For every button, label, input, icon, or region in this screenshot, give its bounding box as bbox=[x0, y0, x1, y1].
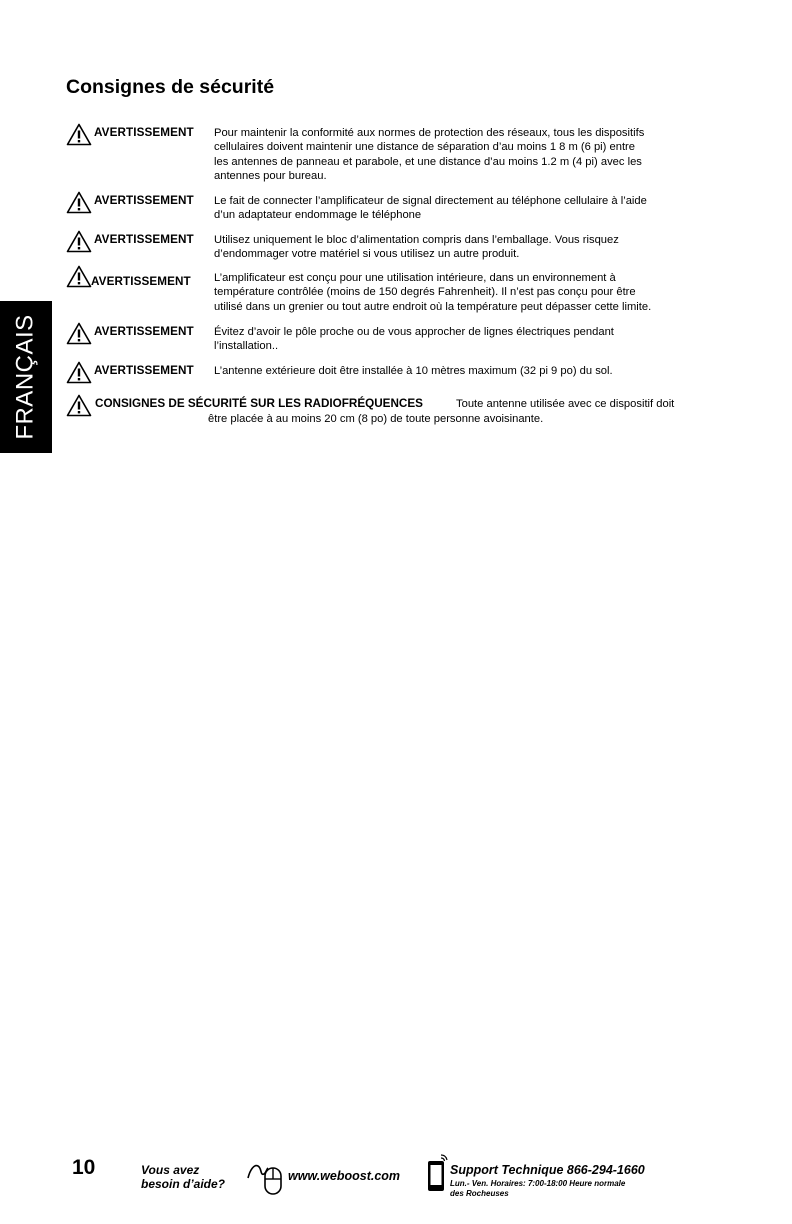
warning-label: AVERTISSEMENT bbox=[94, 126, 194, 139]
warning-text-line: l’installation.. bbox=[214, 340, 279, 353]
warning-text bbox=[214, 233, 706, 262]
language-label: FRANÇAIS bbox=[12, 314, 40, 440]
warning-text-line: L’antenne extérieure doit être installée à 10 mètres maximum (32 pi 9 po) du sol. bbox=[214, 365, 613, 377]
warning-text-line: Pour maintenir la conformité aux normes de protection des réseaux, tous les dispositifs bbox=[214, 127, 645, 139]
help-line: besoin d’aide? bbox=[141, 1177, 226, 1191]
page-title: Consignes de sécurité bbox=[66, 76, 275, 98]
warning-triangle-icon bbox=[66, 322, 92, 345]
help-line: Vous avez bbox=[141, 1163, 200, 1177]
warning-label: AVERTISSEMENT bbox=[94, 325, 194, 338]
warning-text-line: L’amplificateur est conçu pour une utilisation intérieure, dans un environnement à bbox=[214, 272, 616, 284]
warning-text-line: les antennes de panneau et parabole, et une distance d’au moins 1.2 m (4 pi) avec les bbox=[214, 155, 642, 168]
warning-label: AVERTISSEMENT bbox=[94, 233, 194, 246]
warning-text-line: Utilisez uniquement le bloc d’alimentation compris dans l’emballage. Vous risquez bbox=[214, 234, 619, 246]
support-hours bbox=[450, 1179, 625, 1199]
warning-text-line: d’un adaptateur endommage le téléphone bbox=[214, 209, 422, 222]
mouse-icon bbox=[246, 1156, 284, 1196]
rf-label: CONSIGNES DE SÉCURITÉ SUR LES RADIOFRÉQUENCES bbox=[95, 397, 423, 410]
warning-triangle-icon bbox=[66, 123, 92, 146]
warning-text bbox=[214, 364, 706, 378]
warning-label: AVERTISSEMENT bbox=[94, 364, 194, 377]
rf-text-line: Toute antenne utilisée avec ce dispositif doit bbox=[456, 398, 675, 410]
warning-text-line: Évitez d’avoir le pôle proche ou de vous approcher de lignes électriques pendant bbox=[214, 326, 614, 338]
warning-triangle-icon bbox=[66, 361, 92, 384]
warning-label: AVERTISSEMENT bbox=[94, 194, 194, 207]
hours-line: des Rocheuses bbox=[450, 1189, 509, 1198]
warning-text bbox=[214, 271, 706, 314]
warning-text bbox=[214, 325, 706, 354]
warning-text-line: antennes pour bureau. bbox=[214, 169, 327, 182]
page-number: 10 bbox=[72, 1156, 96, 1179]
warning-triangle-icon bbox=[66, 265, 92, 288]
website-link[interactable]: www.weboost.com bbox=[288, 1169, 401, 1183]
help-prompt bbox=[141, 1163, 225, 1191]
warning-text-line: cellulaires doivent maintenir une distance de séparation d’au moins 1 8 m (6 pi) entre bbox=[214, 141, 636, 154]
warning-text bbox=[214, 126, 706, 183]
warning-text-line: d’endommager votre matériel si vous utilisez un autre produit. bbox=[214, 248, 520, 261]
warning-text-line: utilisé dans un grenier ou tout autre endroit où la température peut dépasser cette limite. bbox=[214, 300, 652, 313]
phone-icon bbox=[426, 1153, 448, 1193]
warning-text bbox=[214, 194, 706, 223]
hours-line: Lun.- Ven. Horaires: 7:00-18:00 Heure normale bbox=[450, 1179, 626, 1188]
warning-triangle-icon bbox=[66, 191, 92, 214]
footer bbox=[0, 1150, 792, 1210]
warning-text-line: Le fait de connecter l’amplificateur de signal directement au téléphone cellulaire à l’aide bbox=[214, 195, 647, 207]
support-phone: Support Technique 866-294-1660 bbox=[450, 1163, 645, 1177]
warning-triangle-icon bbox=[66, 230, 92, 253]
warning-text-line: température contrôlée (moins de 150 degrés Fahrenheit). Il n’est pas conçu pour être bbox=[214, 286, 636, 299]
warning-label: AVERTISSEMENT bbox=[91, 275, 191, 288]
rf-text-line: être placée à au moins 20 cm (8 po) de toute personne avoisinante. bbox=[208, 413, 544, 425]
language-side-tab bbox=[0, 301, 52, 453]
warning-triangle-icon bbox=[66, 394, 92, 417]
